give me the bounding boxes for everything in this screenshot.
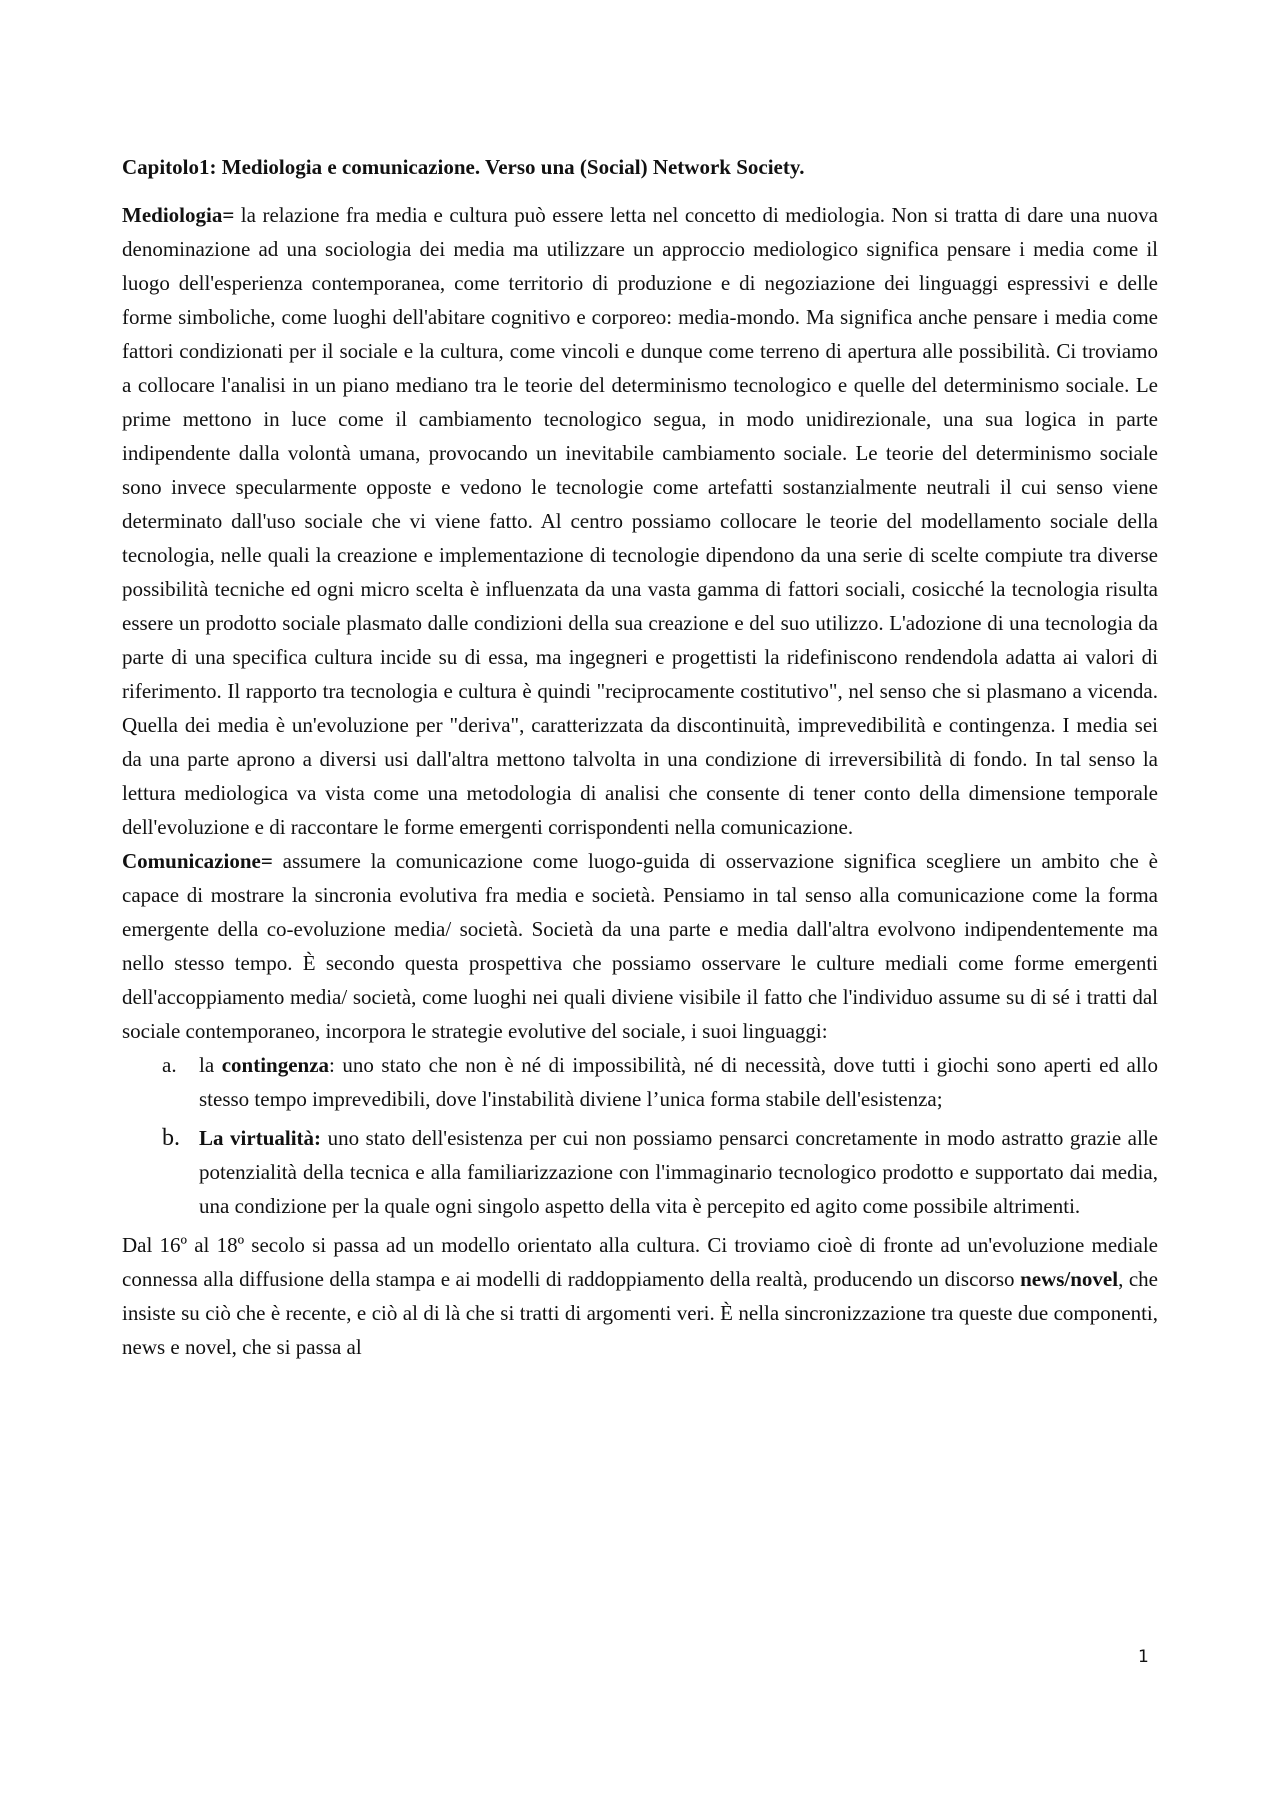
mediologia-paragraph (122, 198, 1158, 844)
closing-text-after: , che insiste su ciò che è recente, e ciò al di là che si tratti di argomenti veri. È nella sincronizzazione tra queste due componenti, news e novel, che si passa al (122, 1267, 1158, 1359)
chapter-title: Capitolo1: Mediologia e comunicazione. Verso una (Social) Network Society. (122, 155, 805, 179)
closing-text-before: Dal 16º al 18º secolo si passa ad un modello orientato alla cultura. Ci troviamo cioè di fronte ad un'evoluzione mediale connessa alla diffusione della stampa e ai modelli di raddoppiamento della realtà, producendo un discorso (122, 1233, 1158, 1291)
list-marker-b: b. (162, 1125, 180, 1151)
list-marker-a: a. (162, 1053, 177, 1077)
mediologia-term: Mediologia= (122, 203, 235, 227)
comunicazione-paragraph (122, 844, 1158, 1048)
comunicazione-term: Comunicazione= (122, 849, 273, 873)
mediologia-text: la relazione fra media e cultura può essere letta nel concetto di mediologia. Non si tratta di dare una nuova denominazione ad una sociologia dei media ma utilizzare un approccio mediologico significa pensare i media come il luogo dell'esperienza contemporanea, come territorio di produzione e di negoziazione dei linguaggi espressivi e delle forme simboliche, come luoghi dell'abitare cognitivo e corporeo: media-mondo. Ma significa anche pensare i media come fattori condizionati per il sociale e la cultura, come vincoli e dunque come terreno di apertura alle possibilità. Ci troviamo a collocare l'analisi in un piano mediano tra le teorie del determinismo tecnologico e quelle del determinismo sociale. Le prime mettono in luce come il cambiamento tecnologico segua, in modo unidirezionale, una sua logica in parte indipendente dalla volontà umana, provocando un inevitabile cambiamento sociale. Le teorie del determinismo sociale sono invece specularmente opposte e vedono le tecnologie come artefatti sostanzialmente neutrali il cui senso viene determinato dall'uso sociale che vi viene fatto. Al centro possiamo collocare le teorie del modellamento sociale della tecnologia, nelle quali la creazione e implementazione di tecnologie dipendono da una serie di scelte compiute tra diverse possibilità tecniche ed ogni micro scelta è influenzata da una vasta gamma di fattori sociali, cosicché la tecnologia risulta essere un prodotto sociale plasmato dalle condizioni della sua creazione e del suo utilizzo. L'adozione di una tecnologia da parte di una specifica cultura incide su di essa, ma ingegneri e progettisti la ridefiniscono rendendola adatta ai valori di riferimento. Il rapporto tra tecnologia e cultura è quindi "reciprocamente costitutivo", nel senso che si plasmano a vicenda. Quella dei media è un'evoluzione per "deriva", caratterizzata da discontinuità, imprevedibilità e contingenza. I media sei da una parte aprono a diversi usi dall'altra mettono talvolta in una condizione di irreversibilità di fondo. In tal senso la lettura mediologica va vista come una metodologia di analisi che consente di tener conto della dimensione temporale dell'evoluzione e di raccontare le forme emergenti corrispondenti nella comunicazione. (122, 203, 1158, 839)
comunicazione-text: assumere la comunicazione come luogo-guida di osservazione significa scegliere un ambito che è capace di mostrare la sincronia evolutiva fra media e società. Pensiamo in tal senso alla comunicazione come la forma emergente della co-evoluzione media/ società. Società da una parte e media dall'altra evolvono indipendentemente ma nello stesso tempo. È secondo questa prospettiva che possiamo osservare le culture mediali come forme emergenti dell'accoppiamento media/ società, come luoghi nei quali diviene visibile il fatto che l'individuo assume su di sé i tratti dal sociale contemporaneo, incorpora le strategie evolutive del sociale, i suoi linguaggi: (122, 849, 1158, 1043)
language-list (122, 1048, 1158, 1223)
list-item-lead: la (199, 1053, 222, 1077)
closing-paragraph (122, 1228, 1158, 1364)
list-item-virtualita (122, 1121, 1158, 1223)
news-novel-term: news/novel (1020, 1267, 1119, 1291)
virtualita-text: uno stato dell'esistenza per cui non possiamo pensarci concretamente in modo astratto grazie alle potenzialità della tecnica e alla familiarizzazione con l'immaginario tecnologico prodotto e supportato dai media, una condizione per la quale ogni singolo aspetto della vita è percepito ed agito come possibile altrimenti. (199, 1126, 1158, 1218)
document-page (122, 150, 1158, 1364)
contingenza-term: contingenza (221, 1053, 330, 1077)
virtualita-term: La virtualità: (199, 1126, 322, 1150)
list-item-contingenza (122, 1048, 1158, 1116)
contingenza-text: : uno stato che non è né di impossibilità, né di necessità, dove tutti i giochi sono aperti ed allo stesso tempo imprevedibili, dove l'instabilità diviene l’unica forma stabile dell'esistenza; (199, 1053, 1159, 1111)
page-number: 1 (1138, 1647, 1149, 1667)
